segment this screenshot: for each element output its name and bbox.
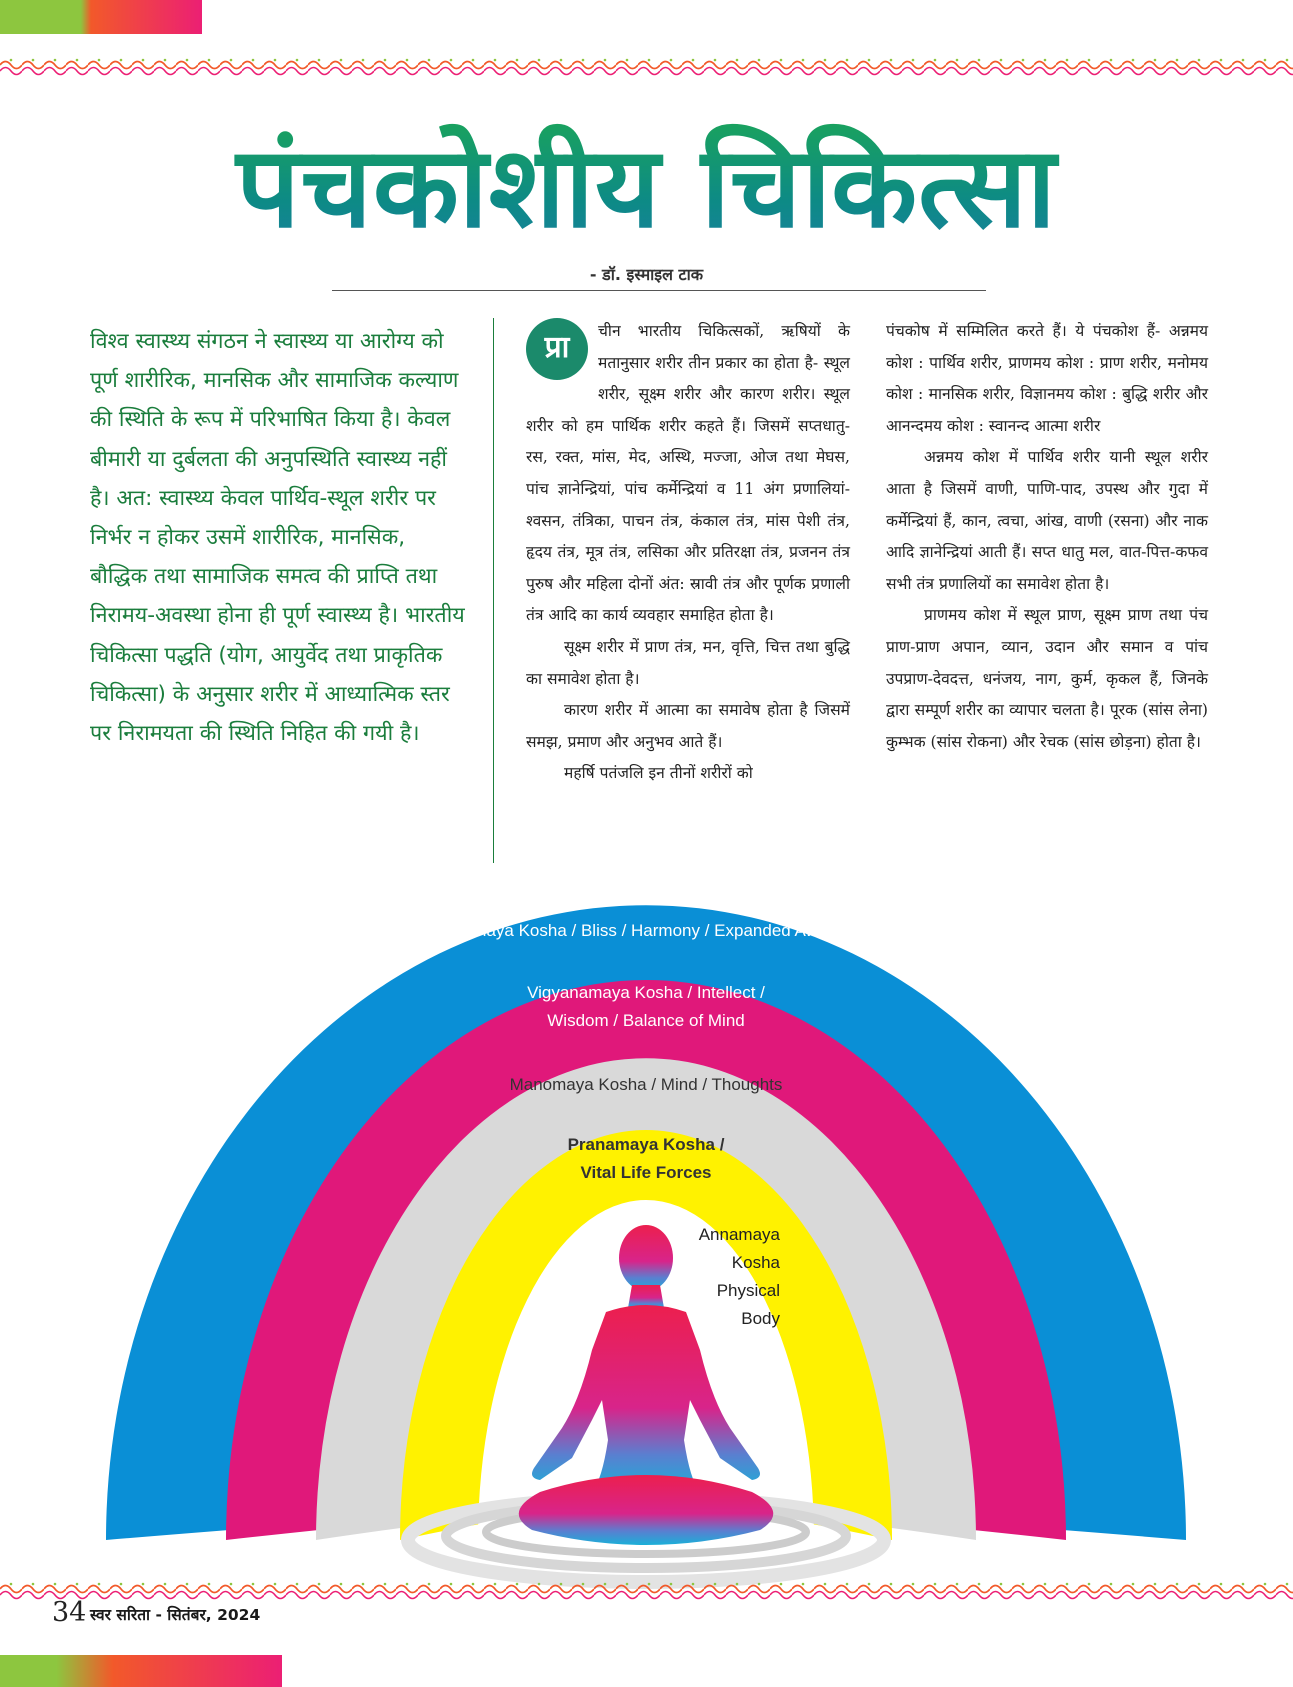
paragraph: प्राणमय कोश में स्थूल प्राण, सूक्ष्म प्राण तथा पंच प्राण-प्राण अपान, व्यान, उदान और समान व पांच उपप्राण-देवदत्त, धनंजय, नाग, कुर्म, कृकल हैं, जिनके द्वारा सम्पूर्ण शरीर का व्यापार चलता है। पूरक (सांस लेना) कुम्भक (सांस रोकना) और रेचक (सांस छोड़ना) होता है।	[886, 606, 1208, 751]
paragraph: चीन भारतीय चिकित्सकों, ऋषियों के मतानुसार शरीर तीन प्रकार का होता है- स्थूल शरीर, सूक्ष्म शरीर और कारण शरीर। स्थूल शरीर को हम पार्थिक शरीर कहते हैं। जिसमें सप्तधातु- रस, रक्त, मांस, मेद, अस्थि, मज्जा, ओज तथा मेघस, पांच ज्ञानेन्द्रियां, पांच कर्मेन्द्रियां व 11 अंग प्रणालियां- श्वसन, तंत्रिका, पाचन तंत्र, कंकाल तंत्र, मांस पेशी तंत्र, हृदय तंत्र, मूत्र तंत्र, लसिका और प्रतिरक्षा तंत्र, प्रजनन तंत्र पुरुष और महिला दोनों अंत: स्रावी तंत्र और पूर्णक प्रणाली तंत्र आदि का कार्य व्यवहार समाहित होता है।	[526, 322, 850, 625]
drop-cap: प्रा	[526, 318, 588, 380]
anandamaya-label	[414, 921, 879, 940]
page-number: 34	[52, 1597, 87, 1628]
article-column-2	[526, 316, 850, 790]
label-line: Wisdom / Balance of Mind	[547, 1011, 745, 1030]
paragraph: पंचकोष में सम्मिलित करते हैं। ये पंचकोश हैं- अन्नमय कोश : पार्थिव शरीर, प्राणमय कोश : प्राण शरीर, मनोमय कोश : मानसिक शरीर, विज्ञानमय कोश : बुद्धि शरीर और आनन्दमय कोश : स्वानन्द आत्मा शरीर	[886, 322, 1208, 435]
decorative-border-top	[0, 56, 1293, 78]
paragraph: अन्नमय कोश में पार्थिव शरीर यानी स्थूल शरीर आता है जिसमें वाणी, पाणि-पाद, उपस्थ और गुदा में कर्मेन्द्रियां हैं, कान, त्वचा, आंख, वाणी (रसना) और नाक आदि ज्ञानेन्द्रियां आती हैं। सप्त धातु मल, वात-पित्त-कफव सभी तंत्र प्रणालियों का समावेश होता है।	[886, 448, 1208, 593]
footer-color-band	[0, 1655, 282, 1687]
label-line: Vital Life Forces	[580, 1163, 712, 1182]
paragraph: सूक्ष्म शरीर में प्राण तंत्र, मन, वृत्ति, चित्त तथा बुद्धि का समावेश होता है।	[526, 637, 850, 688]
author-byline: - डॉ. इस्माइल टाक	[589, 265, 704, 284]
column-divider	[493, 318, 494, 863]
label-line: Vigyanamaya Kosha / Intellect /	[527, 983, 765, 1002]
paragraph: महर्षि पतंजलि इन तीनों शरीरों को	[564, 764, 753, 783]
page-title: पंचकोशीय चिकित्सा	[0, 118, 1293, 258]
magazine-name: स्वर सरिता - सितंबर, 2024	[90, 1606, 261, 1624]
byline-rule	[332, 290, 986, 291]
label-line: Body	[741, 1309, 780, 1328]
label-line: Pranamaya Kosha /	[567, 1135, 725, 1154]
decorative-border-bottom	[0, 1580, 1293, 1602]
lead-paragraph: विश्व स्वास्थ्य संगठन ने स्वास्थ्य या आरोग्य को पूर्ण शारीरिक, मानसिक और सामाजिक कल्याण की स्थिति के रूप में परिभाषित किया है। केवल बीमारी या दुर्बलता की अनुपस्थिति स्वास्थ्य नहीं है। अत: स्वास्थ्य केवल पार्थिव-स्थूल शरीर पर निर्भर न होकर उसमें शारीरिक, मानसिक, बौद्धिक तथा सामाजिक समत्व की प्राप्ति तथा निरामय-अवस्था होना ही पूर्ण स्वास्थ्य है। भारतीय चिकित्सा पद्धति (योग, आयुर्वेद तथा प्राकृतिक चिकित्सा) के अनुसार शरीर में आध्यात्मिक स्तर पर निरामयता की स्थिति निहित की गयी है।	[90, 329, 465, 747]
manomaya-label	[510, 1075, 783, 1094]
article-column-3	[886, 316, 1208, 758]
label-line: Manomaya Kosha / Mind / Thoughts	[509, 1075, 783, 1094]
label-line: Anandamaya Kosha / Bliss / Harmony / Expanded Awareness	[413, 921, 879, 940]
label-line: Kosha	[731, 1253, 780, 1272]
pancha-kosha-diagram	[0, 880, 1293, 1610]
corner-color-tab	[0, 0, 202, 34]
label-line: Physical	[716, 1281, 780, 1300]
paragraph: कारण शरीर में आत्मा का समावेष होता है जिसमें समझ, प्रमाण और अनुभव आते हैं।	[526, 701, 850, 751]
label-line: Annamaya	[698, 1225, 780, 1244]
